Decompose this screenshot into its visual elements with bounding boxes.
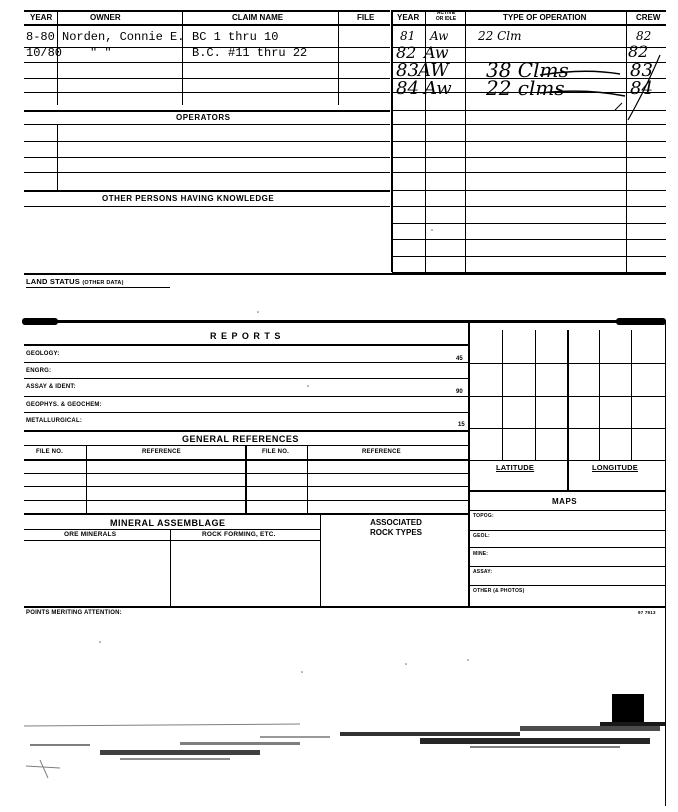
activity-row-crew: 82 xyxy=(636,29,652,43)
activity-row-type: 38 Clms xyxy=(486,58,569,82)
col-header-active-idle: ACTIVE OR IDLE xyxy=(435,10,457,22)
maps-title: MAPS xyxy=(552,497,578,506)
report-geology-num: 45 xyxy=(456,356,463,362)
activity-row-type: 22 clms xyxy=(486,76,565,100)
rock-forming-label: ROCK FORMING, ETC. xyxy=(202,531,276,538)
activity-row-active: AW xyxy=(418,60,449,81)
activity-row-active: Aw xyxy=(430,29,449,43)
activity-row-year: 83 xyxy=(396,60,419,81)
activity-row-active: Aw xyxy=(424,78,452,99)
table-row-year: 10/80 xyxy=(26,46,63,60)
col-header-year: YEAR xyxy=(30,13,53,22)
gen-ref-col-file-no: FILE NO. xyxy=(36,449,63,455)
gen-ref-col-reference: REFERENCE xyxy=(142,449,181,455)
other-persons-label: OTHER PERSONS HAVING KNOWLEDGE xyxy=(102,194,275,203)
gen-ref-col-file-no: FILE NO. xyxy=(262,449,289,455)
table-row-owner: Norden, Connie E. xyxy=(62,30,185,44)
general-references-title: GENERAL REFERENCES xyxy=(182,434,299,444)
latitude-label: LATITUDE xyxy=(496,463,535,472)
map-other-label: OTHER (& PHOTOS) xyxy=(473,588,525,594)
activity-row-active: Aw xyxy=(424,43,449,62)
activity-row-year: 81 xyxy=(400,29,416,43)
report-geology-label: GEOLOGY: xyxy=(26,351,60,357)
report-metallurgical-num: 15 xyxy=(458,422,465,428)
report-assay-label: ASSAY & IDENT: xyxy=(26,384,76,390)
associated-rock-types-label: ASSOCIATED ROCK TYPES xyxy=(369,518,422,537)
ore-minerals-label: ORE MINERALS xyxy=(64,531,117,538)
col-header-owner: OWNER xyxy=(90,13,121,22)
map-assay-label: ASSAY: xyxy=(473,569,493,575)
table-row-claim-name: B.C. #11 thru 22 xyxy=(192,46,308,60)
activity-row-crew: 82 xyxy=(628,42,649,61)
activity-row-year: 84 xyxy=(396,78,419,99)
gen-ref-col-reference: REFERENCE xyxy=(362,449,401,455)
report-geophys-label: GEOPHYS. & GEOCHEM: xyxy=(26,402,102,408)
land-status-label: LAND STATUS (OTHER DATA) xyxy=(26,277,124,286)
col-header-file: FILE xyxy=(357,13,375,22)
report-engrg-label: ENGRG: xyxy=(26,368,52,374)
mineral-assemblage-title: MINERAL ASSEMBLAGE xyxy=(110,518,226,528)
map-mine-label: MINE: xyxy=(473,551,489,557)
activity-row-crew: 84 xyxy=(630,78,653,99)
table-row-owner: " " xyxy=(90,46,112,60)
reports-title: R E P O R T S xyxy=(210,331,282,341)
longitude-label: LONGITUDE xyxy=(592,463,638,472)
activity-row-crew: 83 xyxy=(630,60,653,81)
col-header-crew: CREW xyxy=(636,13,661,22)
operators-label: OPERATORS xyxy=(176,113,231,122)
table-row-claim-name: BC 1 thru 10 xyxy=(192,30,279,44)
col-header-claim-name: CLAIM NAME xyxy=(232,13,284,22)
col-header-type-of-operation: TYPE OF OPERATION xyxy=(503,13,587,22)
points-meriting-attention-label: POINTS MERITING ATTENTION: xyxy=(26,610,122,616)
activity-row-type: 22 Clm xyxy=(478,29,522,43)
map-geol-label: GEOL: xyxy=(473,533,490,539)
table-row-year: 8-80 xyxy=(26,30,55,44)
activity-row-year: 82 xyxy=(396,43,417,62)
report-assay-num: 90 xyxy=(456,389,463,395)
col-header-year: YEAR xyxy=(397,13,420,22)
report-metallurgical-label: METALLURGICAL: xyxy=(26,418,83,424)
map-topog-label: TOPOG: xyxy=(473,513,494,519)
form-number: 97 7913 xyxy=(638,610,656,615)
